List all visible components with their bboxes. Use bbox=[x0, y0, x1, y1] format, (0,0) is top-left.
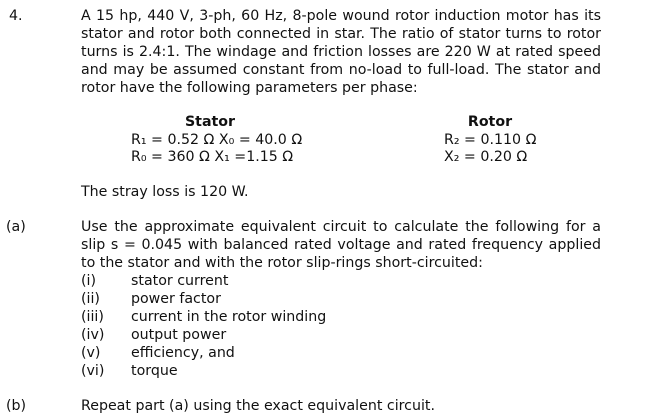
stator-params-row-2: R₀ = 360 Ω X₁ =1.15 Ω bbox=[131, 149, 294, 165]
subitem-text-v: efficiency, and bbox=[131, 345, 235, 361]
subitem-text-iii: current in the rotor winding bbox=[131, 309, 327, 325]
subitem-text-i: stator current bbox=[131, 273, 229, 289]
part-b-label: (b) bbox=[6, 398, 27, 414]
subitem-label-iii: (iii) bbox=[81, 309, 104, 325]
stator-params-row-1: R₁ = 0.52 Ω X₀ = 40.0 Ω bbox=[131, 132, 303, 148]
part-b-text: Repeat part (a) using the exact equivalent circuit. bbox=[81, 398, 435, 414]
subitem-text-vi: torque bbox=[131, 363, 178, 379]
stray-loss-statement: The stray loss is 120 W. bbox=[81, 184, 249, 200]
stator-heading: Stator bbox=[184, 114, 236, 130]
problem-number: 4. bbox=[9, 8, 23, 24]
rotor-heading: Rotor bbox=[467, 114, 513, 130]
rotor-params-row-2: X₂ = 0.20 Ω bbox=[444, 149, 528, 165]
subitem-text-iv: output power bbox=[131, 327, 227, 343]
subitem-text-ii: power factor bbox=[131, 291, 221, 307]
subitem-label-v: (v) bbox=[81, 345, 101, 361]
problem-intro: A 15 hp, 440 V, 3-ph, 60 Hz, 8-pole wound rotor induction motor has its stator and rotor both connected in star. The ratio of stator turns to rotor turns is 2.4:1. The windage and friction losses are 220 W at rated speed and may be assumed constant from no-load to full-load. The stator and rotor have the following parameters per phase: bbox=[81, 8, 601, 96]
subitem-label-ii: (ii) bbox=[81, 291, 100, 307]
subitem-label-vi: (vi) bbox=[81, 363, 105, 379]
subitem-label-iv: (iv) bbox=[81, 327, 105, 343]
rotor-params-row-1: R₂ = 0.110 Ω bbox=[444, 132, 537, 148]
subitem-label-i: (i) bbox=[81, 273, 97, 289]
part-a-label: (a) bbox=[6, 219, 26, 235]
part-a-text: Use the approximate equivalent circuit to calculate the following for a slip s = 0.045 with balanced rated voltage and rated frequency applied to the stator and with the rotor slip-rings short-circuited: bbox=[81, 219, 601, 271]
